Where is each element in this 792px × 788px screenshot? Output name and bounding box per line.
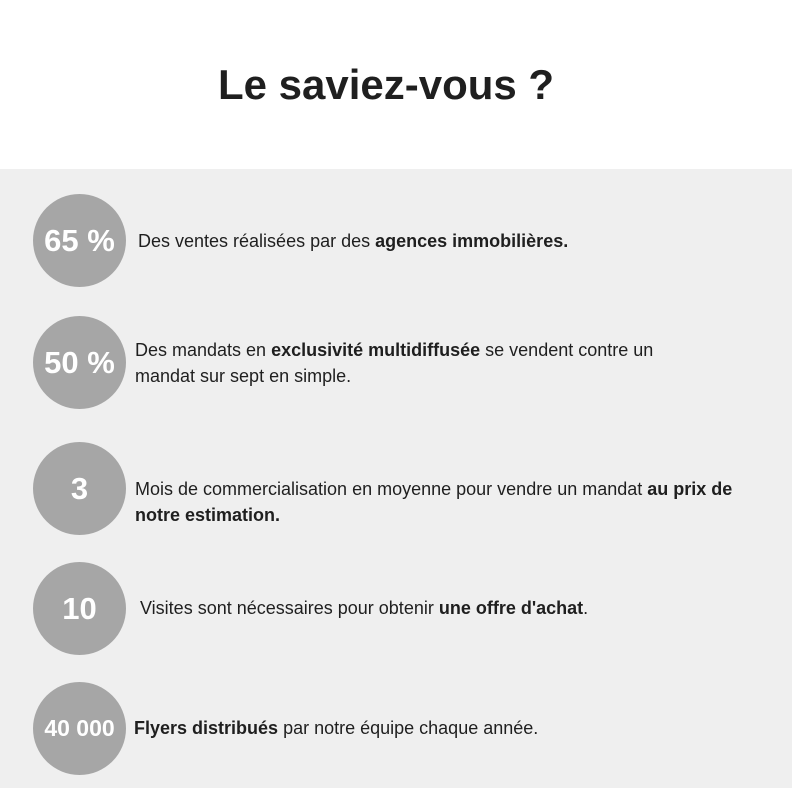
stat-text-bold: au prix de notre estimation.: [135, 479, 733, 525]
page-title: Le saviez-vous ?: [217, 61, 555, 108]
stat-description: [135, 337, 715, 389]
stat-text: par notre équipe chaque année.: [278, 718, 539, 738]
stat-text: Mois de commercialisation en moyenne pour vendre un mandat: [135, 479, 648, 499]
stat-text: se vendent contre un mandat sur sept en simple.: [135, 340, 654, 386]
stat-text: Visites sont nécessaires pour obtenir: [140, 598, 439, 618]
stat-text: .: [583, 598, 589, 618]
stat-value: 50 %: [44, 344, 115, 380]
stat-text-bold: agences immobilières.: [375, 231, 569, 251]
stat-text-bold: exclusivité multidiffusée: [271, 340, 481, 360]
stat-circle: [33, 682, 126, 775]
stat-circle: [33, 442, 126, 535]
stat-value: 40 000: [44, 715, 115, 741]
stat-value: 65 %: [44, 222, 115, 258]
stat-text-bold: Flyers distribués: [134, 718, 279, 738]
stat-value: 3: [70, 470, 89, 506]
stat-text: Des ventes réalisées par des: [138, 231, 376, 251]
stat-circle: [33, 194, 126, 287]
stat-text: Des mandats en: [135, 340, 272, 360]
stats-panel: [0, 169, 792, 788]
stat-text-bold: une offre d'achat: [438, 598, 584, 618]
header-section: [0, 0, 792, 169]
stat-description: [135, 476, 747, 528]
stat-circle: [33, 316, 126, 409]
stat-value: 10: [62, 590, 97, 626]
stat-description: [138, 228, 758, 254]
stat-description: [140, 595, 760, 621]
stat-circle: [33, 562, 126, 655]
stat-description: [134, 715, 754, 741]
